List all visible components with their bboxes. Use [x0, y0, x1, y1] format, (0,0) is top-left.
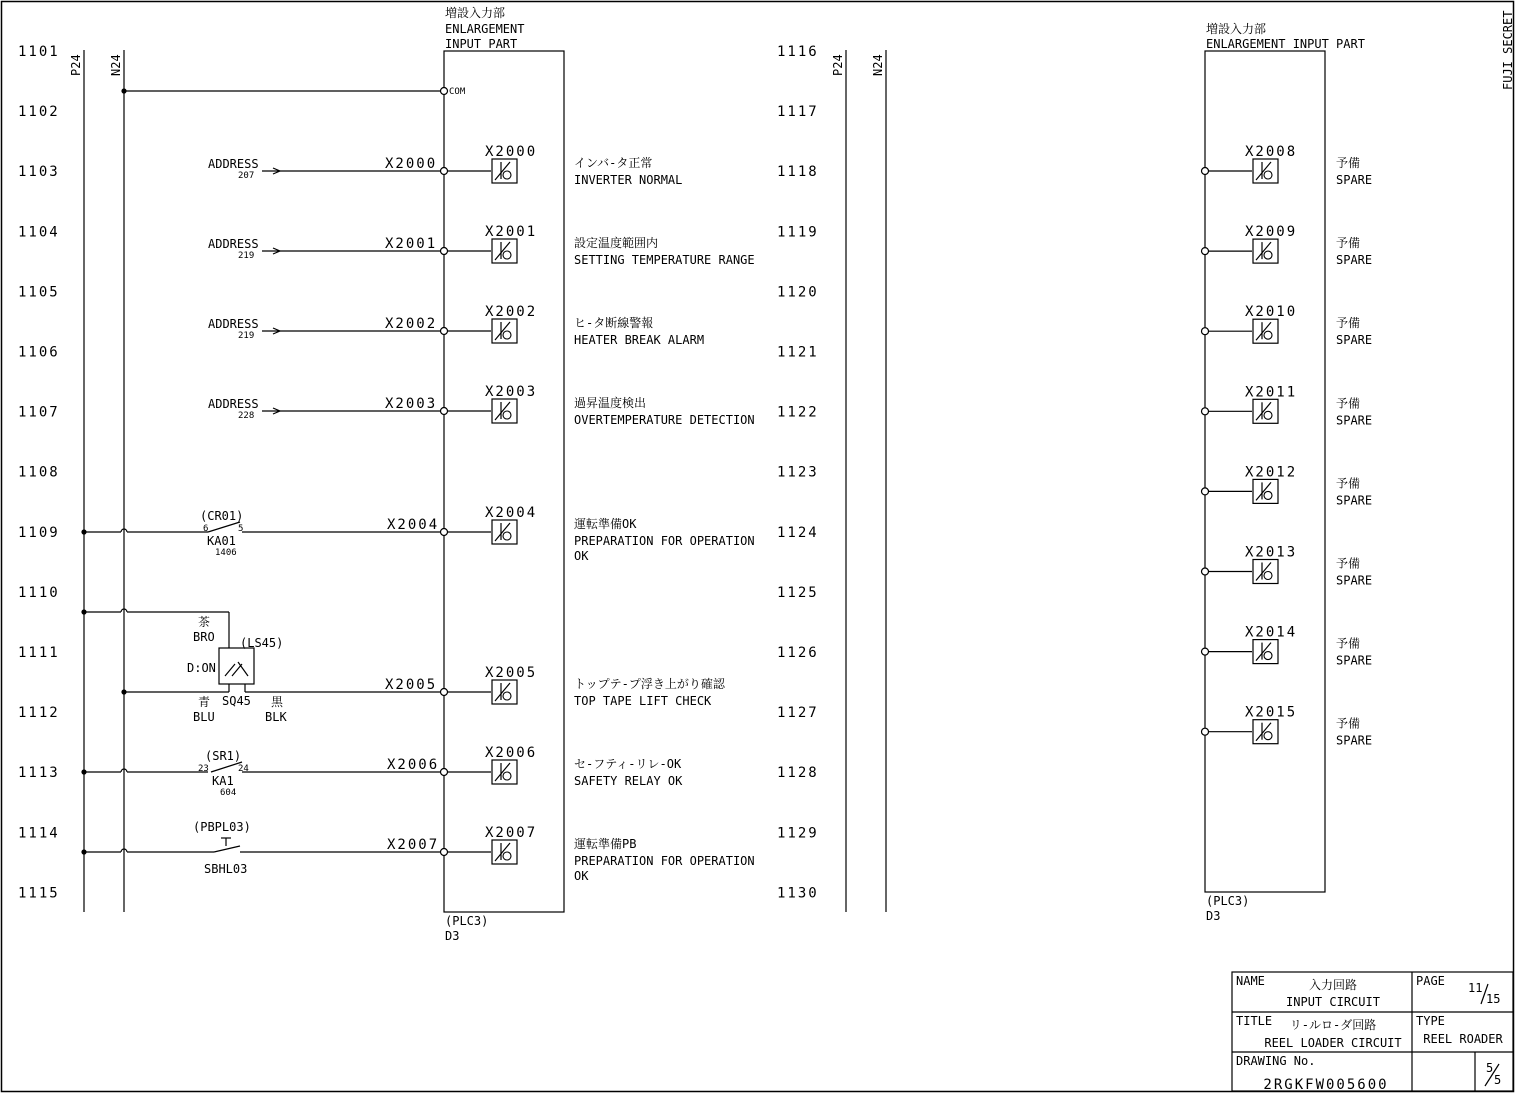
line-number-1109: 1109	[18, 524, 60, 541]
address-label: ADDRESS	[208, 237, 259, 251]
junction-dot	[81, 849, 86, 854]
input-rung-x2000	[208, 144, 682, 187]
coil-circle	[503, 772, 511, 780]
line-number-1104: 1104	[18, 224, 60, 241]
sr1-ref: 604	[220, 788, 237, 798]
line-number-1111: 1111	[18, 645, 60, 661]
input-address: X2002	[485, 304, 538, 320]
input-rung-x2014	[1202, 625, 1373, 668]
line-number-1115: 1115	[18, 885, 60, 902]
terminal	[441, 849, 448, 856]
coil-circle	[1264, 331, 1272, 339]
ls45-brown-jp: 茶	[198, 615, 211, 629]
input-rungs-left	[81, 144, 754, 883]
terminal	[1202, 568, 1209, 575]
input-rung-x2004	[81, 505, 754, 563]
input-rung-x2011	[1202, 384, 1373, 427]
wire-label: X2005	[385, 677, 438, 693]
terminal	[441, 689, 448, 696]
desc-en: SPARE	[1336, 253, 1373, 268]
address-label: ADDRESS	[208, 317, 259, 331]
desc-jp: インバ-タ正常	[574, 156, 653, 170]
line-number-1119: 1119	[777, 224, 819, 241]
input-rung-x2001	[208, 224, 755, 267]
rail-label-n24-right: N24	[871, 54, 885, 76]
line-number-1105: 1105	[18, 284, 60, 301]
coil-circle	[503, 852, 511, 860]
input-address: X2001	[485, 224, 538, 240]
desc-en: SETTING TEMPERATURE RANGE	[574, 253, 755, 267]
terminal	[1202, 488, 1209, 495]
tb-page-label: PAGE	[1416, 974, 1445, 988]
input-address: X2006	[485, 745, 538, 761]
ls45-brown-en: BRO	[193, 630, 215, 644]
cr01-blade	[208, 522, 240, 532]
input-rung-x2013	[1202, 545, 1373, 588]
tb-title-label: TITLE	[1236, 1014, 1273, 1028]
address-number: 219	[238, 331, 255, 341]
input-address: X2007	[485, 825, 538, 841]
desc-jp: 予備	[1336, 716, 1361, 731]
line-number-1125: 1125	[777, 584, 819, 601]
terminal	[1202, 648, 1209, 655]
desc-jp: 運転準備OK	[574, 517, 637, 531]
desc-jp: 運転準備PB	[574, 837, 637, 851]
terminal	[441, 408, 448, 415]
module-left-header-en2: INPUT PART	[445, 37, 518, 51]
tb-sheet-num: 5	[1486, 1061, 1494, 1075]
input-rung-x2007	[81, 825, 754, 883]
wire-label: X2006	[387, 757, 440, 773]
desc-jp: トップテ-プ浮き上がり確認	[574, 677, 725, 691]
line-number-1122: 1122	[777, 404, 819, 421]
line-number-1116: 1116	[777, 44, 819, 60]
line-number-1101: 1101	[18, 44, 60, 60]
input-rung-x2015	[1202, 705, 1373, 748]
terminal	[441, 168, 448, 175]
tb-name-jp: 入力回路	[1308, 978, 1358, 992]
cr01-terminal-1: 6	[203, 524, 209, 534]
ls45-sensor-box	[219, 648, 254, 684]
desc-en: TOP TAPE LIFT CHECK	[574, 694, 712, 708]
coil-circle	[503, 532, 511, 540]
module-left-footer1: (PLC3)	[445, 914, 489, 928]
input-address: X2013	[1245, 544, 1298, 561]
input-rung-x2003	[208, 384, 755, 427]
coil-circle	[503, 692, 511, 700]
coil-circle	[1264, 491, 1272, 499]
input-address: X2005	[485, 665, 538, 681]
input-rung-x2006	[81, 745, 683, 788]
desc-en: SAFETY RELAY OK	[574, 774, 683, 788]
line-number-1103: 1103	[18, 164, 60, 181]
input-rungs-right	[1202, 144, 1373, 748]
input-rung-x2010	[1202, 304, 1373, 347]
coil-circle	[1264, 732, 1272, 740]
ls45-black-en: BLK	[265, 710, 287, 724]
junction-dot	[81, 529, 86, 534]
terminal	[1202, 328, 1209, 335]
module-left-header-jp: 増設入力部	[445, 6, 506, 20]
pushbutton-pbpl03	[193, 820, 251, 876]
desc-jp: ヒ-タ断線警報	[574, 316, 654, 330]
contact-cr01	[200, 509, 243, 558]
line-number-1113: 1113	[18, 765, 60, 782]
terminal	[1202, 728, 1209, 735]
coil-circle	[1264, 411, 1272, 419]
line-number-1102: 1102	[18, 104, 60, 121]
terminal	[441, 328, 448, 335]
tb-drawing-number: 2RGKFW005600	[1263, 1077, 1389, 1093]
desc-en-2: OK	[574, 549, 589, 563]
rail-label-n24-left: N24	[109, 54, 123, 76]
input-address: X2004	[485, 505, 538, 521]
desc-en: HEATER BREAK ALARM	[574, 333, 705, 347]
module-right-header-en: ENLARGEMENT INPUT PART	[1206, 37, 1365, 51]
line-number-1130: 1130	[777, 885, 819, 902]
sr1-terminal-2: 24	[238, 764, 249, 774]
coil-circle	[1264, 572, 1272, 580]
tb-type-value: REEL ROADER	[1423, 1032, 1503, 1046]
module-right-header-jp: 増設入力部	[1206, 22, 1267, 36]
line-number-1107: 1107	[18, 404, 60, 421]
module-right-footer2: D3	[1206, 909, 1221, 923]
line-number-1106: 1106	[18, 344, 60, 361]
tb-name-label: NAME	[1236, 974, 1265, 988]
line-number-1128: 1128	[777, 765, 819, 782]
ls45-name: (LS45)	[240, 636, 284, 650]
coil-circle	[503, 411, 511, 419]
input-rung-x2005	[245, 665, 726, 708]
line-number-1110: 1110	[18, 584, 60, 601]
line-number-1129: 1129	[777, 825, 819, 842]
tb-sheet-total: 5	[1494, 1073, 1502, 1087]
desc-jp: 予備	[1336, 156, 1361, 170]
line-number-1118: 1118	[777, 164, 819, 181]
desc-en: SPARE	[1336, 733, 1373, 748]
sr1-device: KA1	[212, 774, 234, 788]
desc-en: PREPARATION FOR OPERATION	[574, 534, 755, 548]
sensor-ls45	[81, 609, 287, 724]
desc-en: SPARE	[1336, 573, 1373, 588]
pbpl03-blade	[214, 846, 240, 852]
line-number-1121: 1121	[777, 344, 819, 361]
line-number-1112: 1112	[18, 705, 60, 722]
contact-sr1	[198, 749, 249, 798]
side-mark: FUJI SECRET	[1501, 10, 1515, 90]
desc-en-2: OK	[574, 869, 589, 883]
tb-name-en: INPUT CIRCUIT	[1286, 995, 1380, 1009]
pbpl03-device: SBHL03	[204, 862, 248, 876]
com-label: COM	[449, 87, 466, 97]
ls45-device: SQ45	[222, 694, 251, 708]
sr1-terminal-1: 23	[198, 764, 209, 774]
tb-drawing-label: DRAWING No.	[1236, 1054, 1316, 1068]
address-label: ADDRESS	[208, 397, 259, 411]
desc-jp: 過昇温度検出	[574, 396, 647, 410]
line-number-1124: 1124	[777, 524, 819, 541]
desc-jp: 予備	[1336, 396, 1361, 411]
input-address: X2009	[1245, 224, 1298, 241]
tb-page-total: 15	[1486, 992, 1501, 1006]
tb-title-en: REEL LOADER CIRCUIT	[1264, 1036, 1402, 1050]
desc-jp: 予備	[1336, 476, 1361, 491]
line-number-1126: 1126	[777, 645, 819, 661]
sr1-name: (SR1)	[205, 749, 242, 763]
module-left-header-en1: ENLARGEMENT	[445, 22, 525, 36]
desc-jp: 予備	[1336, 636, 1361, 651]
terminal	[441, 248, 448, 255]
address-number: 219	[238, 251, 255, 261]
ls45-blue-jp: 青	[198, 695, 211, 709]
input-rung-x2002	[208, 304, 704, 347]
input-address: X2015	[1245, 704, 1298, 721]
desc-en: SPARE	[1336, 653, 1373, 668]
module-left-footer2: D3	[445, 929, 460, 943]
title-block	[1232, 972, 1513, 1093]
wire-label: X2004	[387, 517, 440, 533]
terminal	[1202, 168, 1209, 175]
coil-circle	[1264, 251, 1272, 259]
desc-en: OVERTEMPERATURE DETECTION	[574, 413, 755, 427]
wire-label: X2000	[385, 156, 438, 172]
terminal	[1202, 408, 1209, 415]
junction-dot	[81, 769, 86, 774]
desc-en: SPARE	[1336, 413, 1373, 428]
cr01-terminal-2: 5	[238, 524, 244, 534]
input-address: X2008	[1245, 144, 1298, 160]
line-number-1114: 1114	[18, 825, 60, 842]
line-number-1127: 1127	[777, 705, 819, 722]
com-terminal	[441, 88, 448, 95]
coil-circle	[503, 171, 511, 179]
cr01-name: (CR01)	[200, 509, 244, 523]
desc-en: INVERTER NORMAL	[574, 173, 683, 187]
input-module-left	[444, 51, 564, 912]
desc-en: PREPARATION FOR OPERATION	[574, 854, 755, 868]
address-number: 228	[238, 411, 255, 421]
ls45-blue-en: BLU	[193, 710, 215, 724]
cr01-ref: 1406	[215, 548, 237, 558]
coil-circle	[503, 251, 511, 259]
desc-en: SPARE	[1336, 333, 1373, 348]
input-rung-x2008	[1202, 144, 1373, 187]
tb-type-label: TYPE	[1416, 1014, 1445, 1028]
desc-jp: 予備	[1336, 316, 1361, 331]
line-number-1117: 1117	[777, 104, 819, 121]
terminal	[1202, 248, 1209, 255]
input-address: X2000	[485, 144, 538, 160]
desc-en: SPARE	[1336, 173, 1373, 187]
wire-label: X2002	[385, 316, 438, 332]
input-address: X2003	[485, 384, 538, 400]
desc-jp: セ-フティ-リレ-OK	[574, 757, 682, 771]
pbpl03-name: (PBPL03)	[193, 820, 251, 834]
coil-circle	[1264, 652, 1272, 660]
wire-label: X2001	[385, 236, 438, 252]
module-right-footer1: (PLC3)	[1206, 894, 1250, 908]
input-address: X2010	[1245, 304, 1298, 321]
input-rung-x2012	[1202, 464, 1373, 507]
wire-label: X2003	[385, 396, 438, 412]
wire-label: X2007	[387, 837, 440, 853]
junction-1110	[81, 609, 86, 614]
coil-circle	[503, 331, 511, 339]
desc-jp: 予備	[1336, 556, 1361, 571]
rail-label-p24-right: P24	[831, 54, 845, 76]
tb-page-num: 11	[1468, 981, 1483, 995]
desc-jp: 予備	[1336, 236, 1361, 251]
tb-title-jp: リ-ルロ-ダ回路	[1289, 1018, 1377, 1032]
input-rung-x2009	[1202, 224, 1373, 267]
cr01-device: KA01	[207, 534, 236, 548]
terminal	[441, 529, 448, 536]
ls45-black-jp: 黒	[271, 695, 284, 709]
ls45-mode: D:ON	[187, 661, 216, 675]
line-number-1108: 1108	[18, 464, 60, 481]
ls45-symbol-3	[238, 662, 248, 676]
desc-en: SPARE	[1336, 493, 1373, 508]
input-address: X2012	[1245, 464, 1298, 481]
line-number-1120: 1120	[777, 284, 819, 301]
rail-label-p24-left: P24	[69, 54, 83, 76]
desc-jp: 設定温度範囲内	[574, 236, 659, 250]
address-label: ADDRESS	[208, 157, 259, 171]
address-number: 207	[238, 171, 255, 181]
coil-circle	[1264, 171, 1272, 179]
input-address: X2014	[1245, 624, 1298, 641]
line-number-1123: 1123	[777, 464, 819, 481]
terminal	[441, 769, 448, 776]
input-address: X2011	[1245, 384, 1298, 401]
